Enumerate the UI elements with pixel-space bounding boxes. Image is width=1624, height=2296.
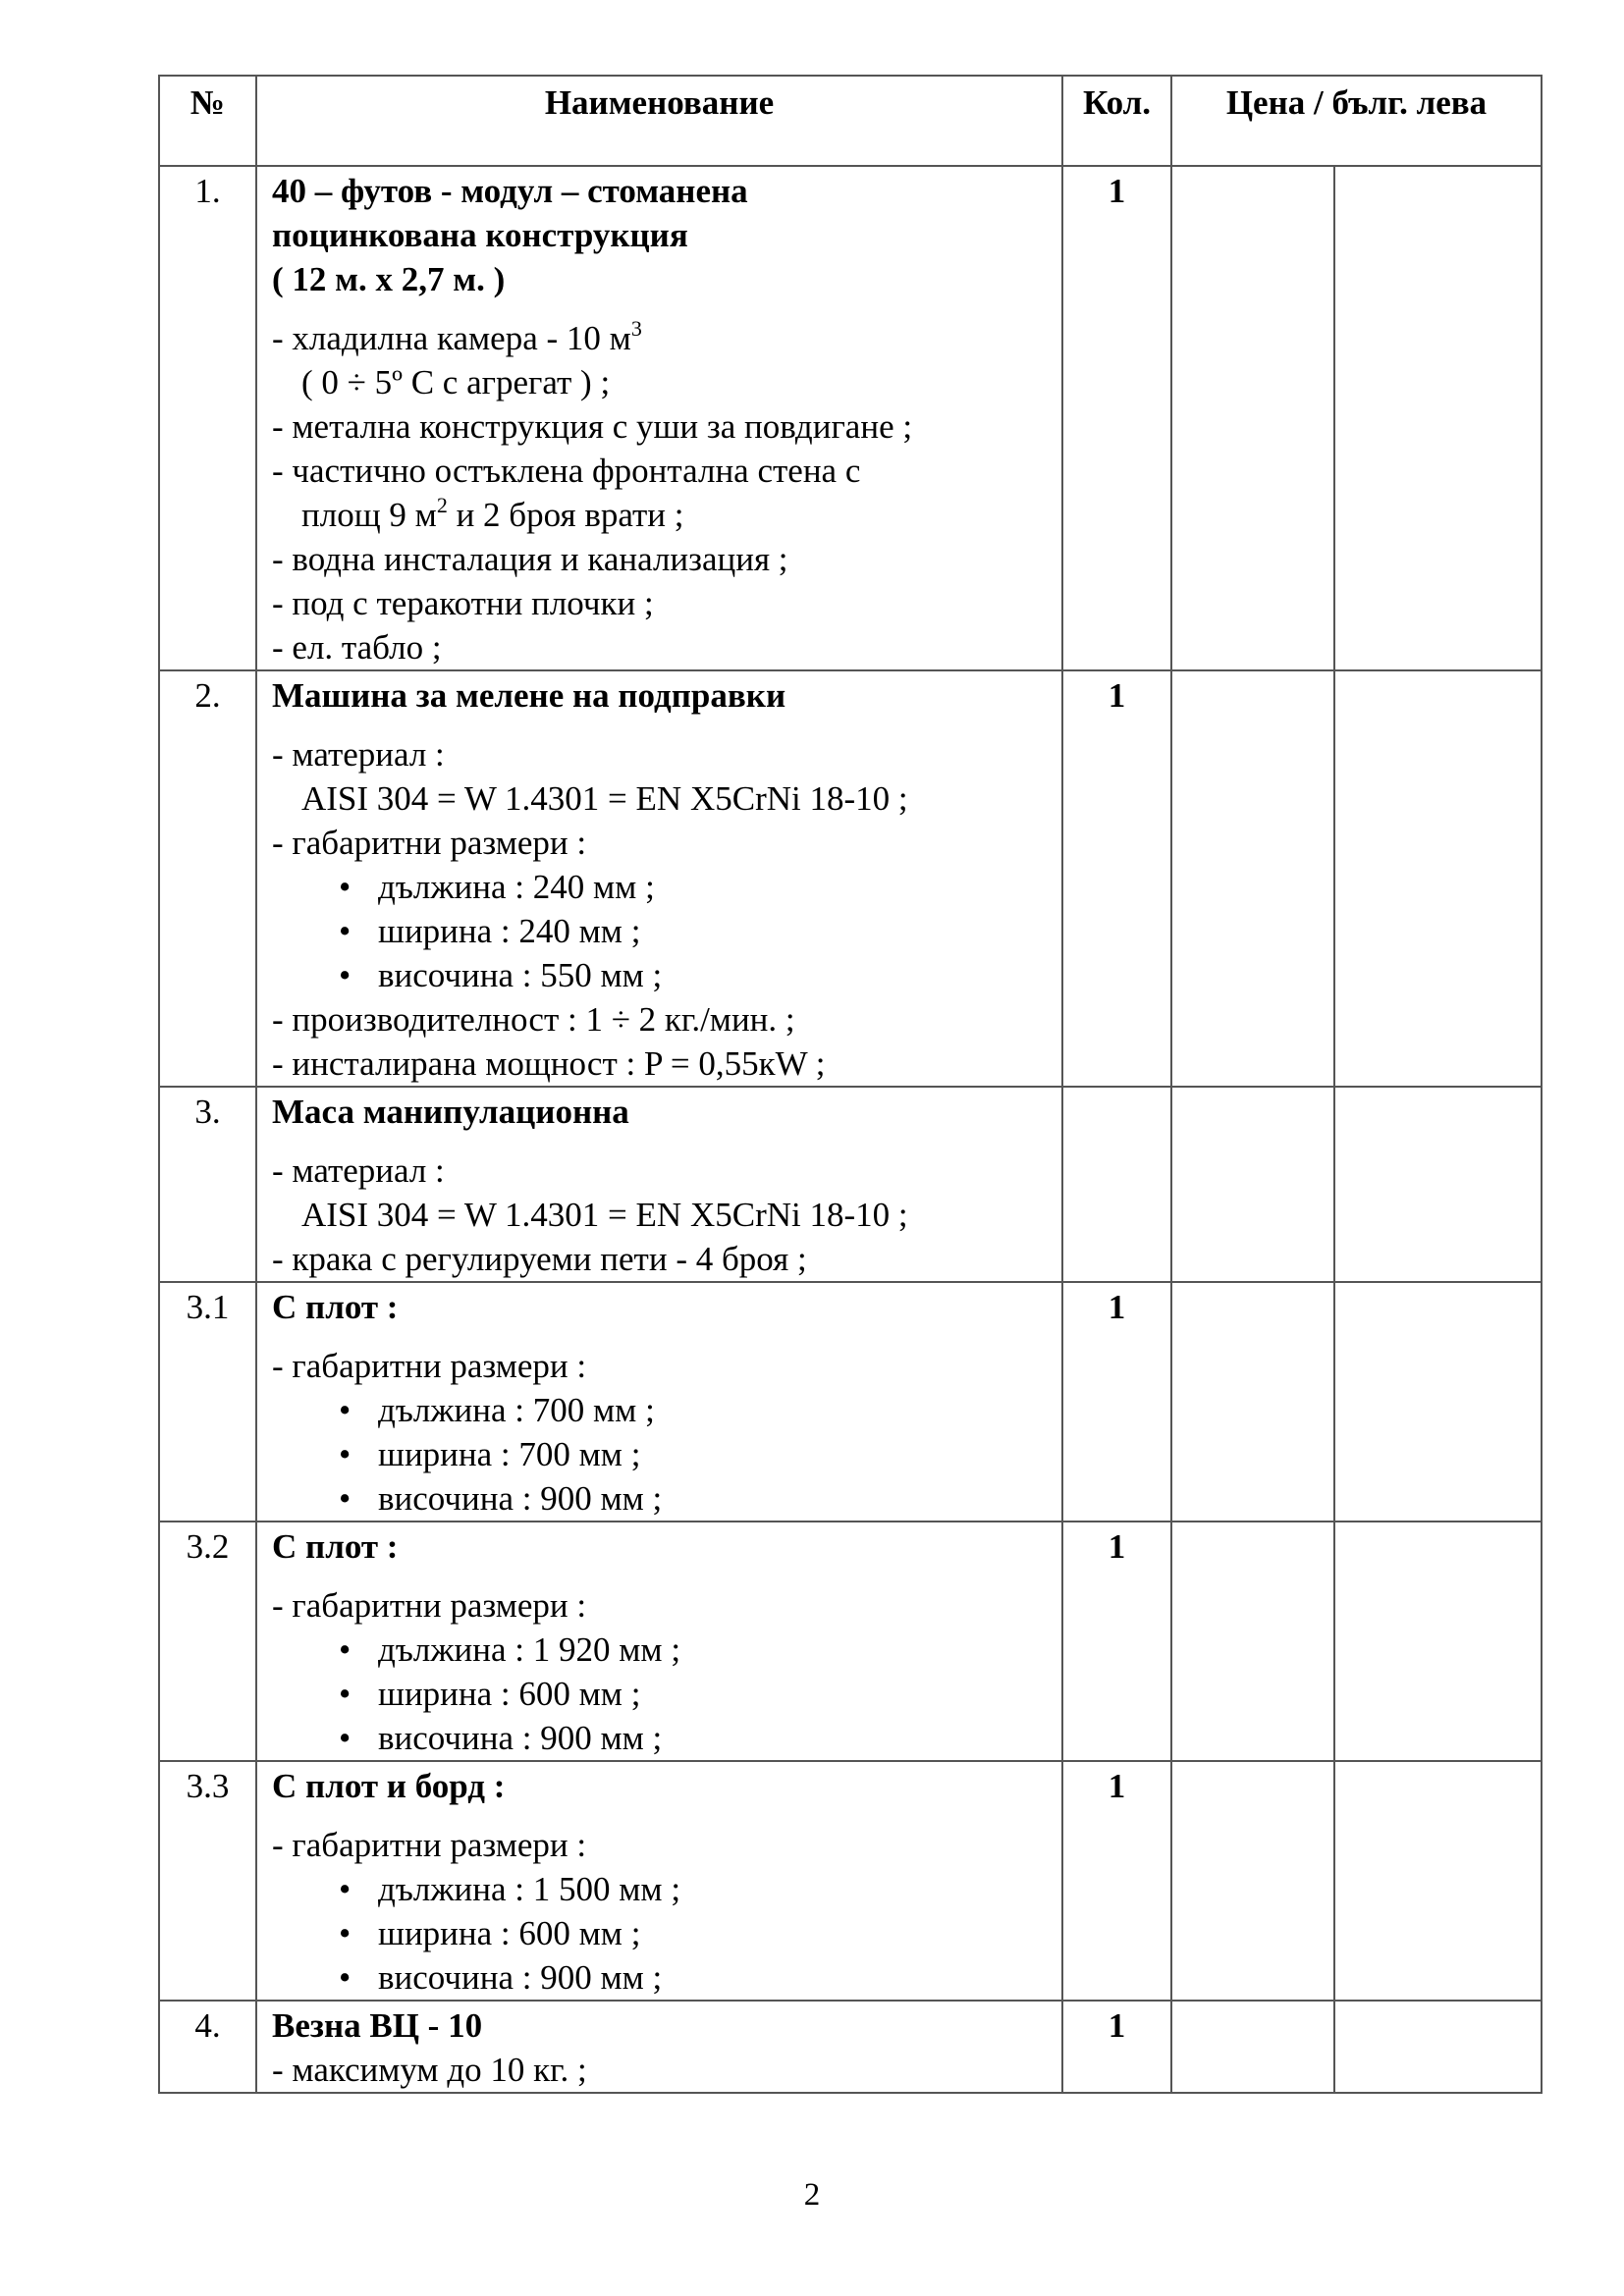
- price-cell: [1171, 1761, 1334, 2001]
- table-header-row: [159, 76, 1542, 166]
- item-title: Машина за мелене на подправки: [272, 676, 786, 715]
- page-number: 2: [803, 2177, 821, 2213]
- spec-bullet: • височина : 550 мм ;: [272, 953, 1054, 997]
- row-number: 2.: [159, 670, 256, 1087]
- item-quantity: 1: [1062, 1282, 1171, 1522]
- item-description: [256, 2001, 1062, 2093]
- spec-line: ( 0 ÷ 5º C с агрегат ) ;: [301, 363, 611, 401]
- spec-bullet: • дължина : 1 920 мм ;: [272, 1628, 1054, 1672]
- price-cell: [1171, 2001, 1334, 2093]
- spec-line: - габаритни размери :: [272, 1347, 587, 1385]
- price-cell: [1334, 1761, 1542, 2001]
- price-cell: [1334, 1282, 1542, 1522]
- spec-line: - водна инсталация и канализация ;: [272, 540, 788, 578]
- spec-line: - метална конструкция с уши за повдигане ;: [272, 407, 913, 446]
- price-cell: [1334, 1087, 1542, 1282]
- item-title: С плот :: [272, 1288, 399, 1326]
- item-title: Маса манипулационна: [272, 1093, 629, 1131]
- spec-line: - производителност : 1 ÷ 2 кг./мин. ;: [272, 1000, 795, 1039]
- spec-bullet: • ширина : 240 мм ;: [272, 909, 1054, 953]
- row-number: 3.1: [159, 1282, 256, 1522]
- price-cell: [1334, 1522, 1542, 1761]
- row-number: 3.2: [159, 1522, 256, 1761]
- spec-line: - ел. табло ;: [272, 628, 442, 667]
- spec-line: - инсталирана мощност : P = 0,55кW ;: [272, 1044, 826, 1083]
- row-number: 4.: [159, 2001, 256, 2093]
- header-quantity: Кол.: [1062, 76, 1171, 166]
- item-quantity: 1: [1062, 166, 1171, 670]
- item-quantity: [1062, 1087, 1171, 1282]
- item-description: [256, 1522, 1062, 1761]
- price-cell: [1171, 670, 1334, 1087]
- spec-line: - хладилна камера - 10 $м^3$: [272, 316, 642, 357]
- spec-line: - материал :: [272, 1151, 445, 1190]
- spec-bullet: • ширина : 700 мм ;: [272, 1432, 1054, 1476]
- item-description: [256, 166, 1062, 670]
- header-name: Наименование: [256, 76, 1062, 166]
- spec-bullet: • ширина : 600 мм ;: [272, 1672, 1054, 1716]
- table-row: [159, 2001, 1542, 2093]
- price-cell: [1171, 1282, 1334, 1522]
- spec-line: AISI 304 = W 1.4301 = EN X5CrNi 18-10 ;: [301, 1196, 908, 1234]
- item-description: [256, 1282, 1062, 1522]
- price-cell: [1334, 2001, 1542, 2093]
- price-cell: [1334, 166, 1542, 670]
- table-row: [159, 166, 1542, 670]
- item-description: [256, 1761, 1062, 2001]
- item-quantity: 1: [1062, 2001, 1171, 2093]
- spec-line: - габаритни размери :: [272, 1586, 587, 1625]
- equipment-table: [158, 75, 1543, 2094]
- table-row: [159, 1761, 1542, 2001]
- spec-bullet: • дължина : 240 мм ;: [272, 865, 1054, 909]
- header-number: №: [159, 76, 256, 166]
- spec-bullet: • височина : 900 мм ;: [272, 1955, 1054, 2000]
- price-cell: [1171, 1522, 1334, 1761]
- spec-line: площ 9 $м^2$ и 2 броя врати ;: [301, 493, 684, 534]
- spec-bullet: • дължина : 1 500 мм ;: [272, 1867, 1054, 1911]
- spec-line: - габаритни размери :: [272, 1826, 587, 1864]
- spec-bullet: • височина : 900 мм ;: [272, 1476, 1054, 1521]
- spec-bullet: • височина : 900 мм ;: [272, 1716, 1054, 1760]
- row-number: 3.: [159, 1087, 256, 1282]
- spec-line: - частично остъклена фронтална стена с: [272, 452, 861, 490]
- price-cell: [1171, 166, 1334, 670]
- spec-line: - под с теракотни плочки ;: [272, 584, 654, 622]
- price-cell: [1171, 1087, 1334, 1282]
- item-quantity: 1: [1062, 1761, 1171, 2001]
- item-description: [256, 670, 1062, 1087]
- item-quantity: 1: [1062, 670, 1171, 1087]
- price-cell: [1334, 670, 1542, 1087]
- spec-line: AISI 304 = W 1.4301 = EN X5CrNi 18-10 ;: [301, 779, 908, 818]
- row-number: 3.3: [159, 1761, 256, 2001]
- item-title: С плот и борд :: [272, 1767, 506, 1805]
- item-description: [256, 1087, 1062, 1282]
- item-title: Везна ВЦ - 10: [272, 2006, 483, 2045]
- item-title: 40 – футов - модул – стоманена поцинкована конструкция ( 12 м. х 2,7 м. ): [272, 172, 748, 298]
- item-title: С плот :: [272, 1527, 399, 1566]
- spec-line: - материал :: [272, 735, 445, 774]
- table-row: [159, 1522, 1542, 1761]
- row-number: 1.: [159, 166, 256, 670]
- spec-line: - габаритни размери :: [272, 824, 587, 862]
- spec-bullet: • дължина : 700 мм ;: [272, 1388, 1054, 1432]
- spec-bullet: • ширина : 600 мм ;: [272, 1911, 1054, 1955]
- spec-line: - максимум до 10 кг. ;: [272, 2051, 587, 2089]
- header-price: Цена / бълг. лева: [1171, 76, 1542, 166]
- item-quantity: 1: [1062, 1522, 1171, 1761]
- table-row: [159, 1087, 1542, 1282]
- table-row: [159, 1282, 1542, 1522]
- table-row: [159, 670, 1542, 1087]
- spec-line: - крака с регулируеми пети - 4 броя ;: [272, 1240, 807, 1278]
